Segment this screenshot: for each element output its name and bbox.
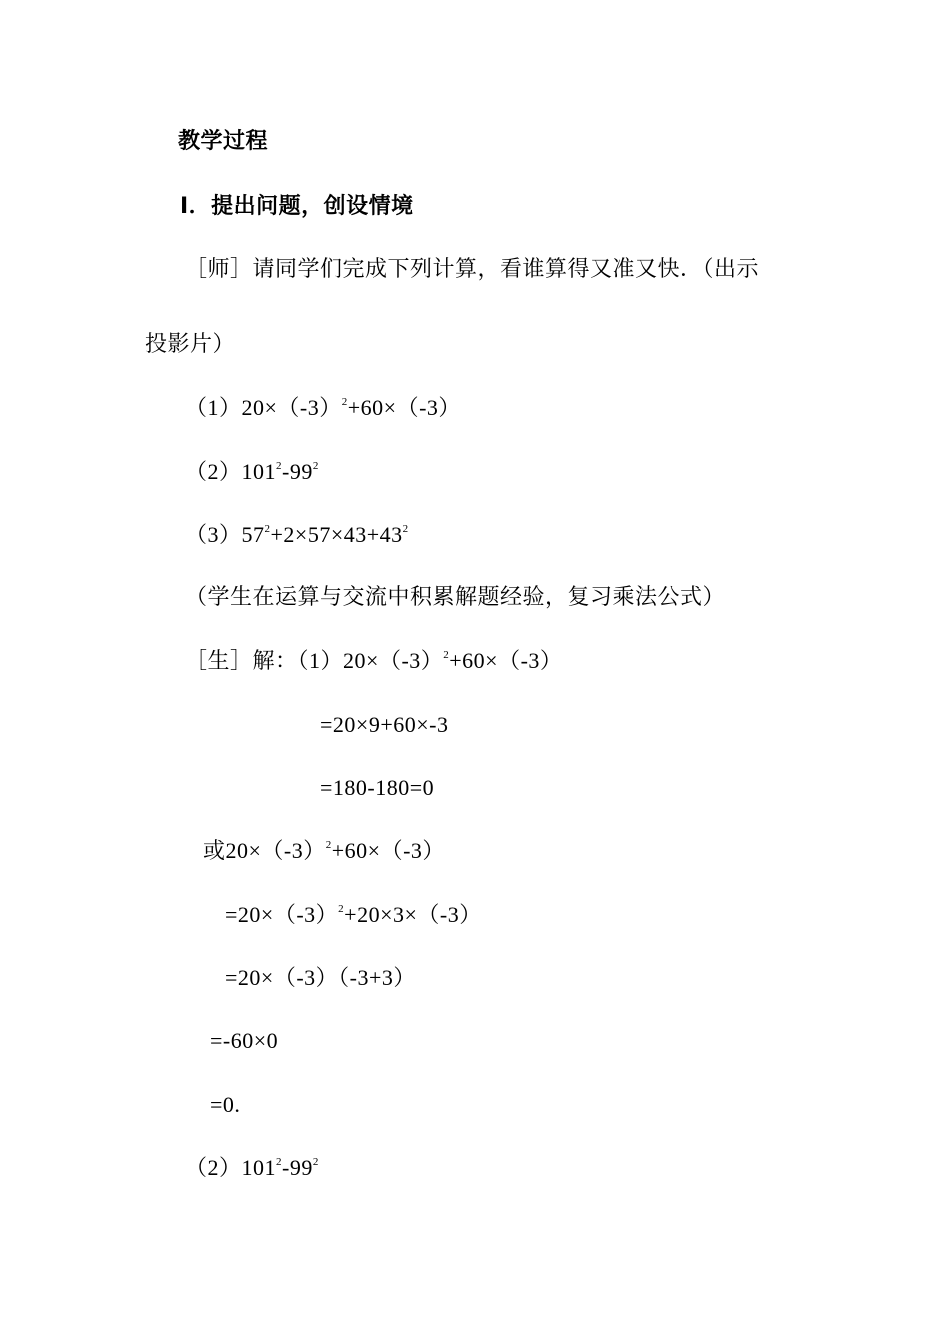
exponent: 2 bbox=[402, 523, 409, 535]
problem-2 bbox=[185, 457, 319, 487]
alt-step-1 bbox=[225, 900, 482, 930]
solution-step-1: =20×9+60×-3 bbox=[320, 712, 449, 737]
solution-expr: 20×（-3） bbox=[343, 648, 444, 673]
problem-expr: 101 bbox=[241, 459, 277, 484]
alt-step-expr: =20×（-3） bbox=[225, 902, 339, 927]
intro-line-2: 投影片） bbox=[145, 332, 236, 357]
problem-expr: 57 bbox=[241, 522, 265, 547]
problem-3 bbox=[185, 520, 409, 550]
solution-header bbox=[185, 646, 562, 676]
problem-label: （1） bbox=[185, 395, 242, 420]
problem-expr: -99 bbox=[282, 459, 313, 484]
part-expr: 101 bbox=[241, 1155, 277, 1180]
alt-solution-header bbox=[203, 836, 445, 866]
problem-label: （3） bbox=[185, 522, 242, 547]
problem-label: （2） bbox=[185, 459, 242, 484]
exponent: 2 bbox=[443, 649, 450, 661]
intro-line-1: ［师］请同学们完成下列计算，看谁算得又准又快．（出示 bbox=[185, 257, 760, 282]
exponent: 2 bbox=[276, 1156, 283, 1168]
section-title: Ⅰ．提出问题，创设情境 bbox=[180, 194, 414, 219]
part-expr: -99 bbox=[282, 1155, 313, 1180]
solution-expr: +60×（-3） bbox=[449, 648, 563, 673]
alt-step-2: =20×（-3）（-3+3） bbox=[225, 965, 416, 990]
part-2-header bbox=[185, 1153, 319, 1183]
heading: 教学过程 bbox=[178, 129, 269, 154]
alt-step-expr: +20×3×（-3） bbox=[344, 902, 482, 927]
alt-prefix: 或 bbox=[203, 838, 226, 863]
problem-expr: +60×（-3） bbox=[347, 395, 461, 420]
part-label: （2） bbox=[185, 1155, 242, 1180]
exponent: 2 bbox=[325, 839, 332, 851]
problem-expr: +2×57×43+43 bbox=[270, 522, 403, 547]
alt-step-4: =0. bbox=[210, 1092, 241, 1117]
exponent: 2 bbox=[264, 523, 271, 535]
solution-label: （1） bbox=[297, 648, 344, 673]
exponent: 2 bbox=[312, 460, 319, 472]
teaching-note: （学生在运算与交流中积累解题经验，复习乘法公式） bbox=[185, 585, 726, 610]
alt-expr: +60×（-3） bbox=[331, 838, 445, 863]
solution-prefix: ［生］解： bbox=[185, 648, 298, 673]
solution-step-2: =180-180=0 bbox=[320, 775, 435, 800]
exponent: 2 bbox=[276, 460, 283, 472]
alt-expr: 20×（-3） bbox=[225, 838, 326, 863]
problem-1 bbox=[185, 393, 461, 423]
alt-step-3: =-60×0 bbox=[210, 1028, 279, 1053]
problem-expr: 20×（-3） bbox=[241, 395, 342, 420]
exponent: 2 bbox=[312, 1156, 319, 1168]
exponent: 2 bbox=[341, 396, 348, 408]
exponent: 2 bbox=[338, 903, 345, 915]
